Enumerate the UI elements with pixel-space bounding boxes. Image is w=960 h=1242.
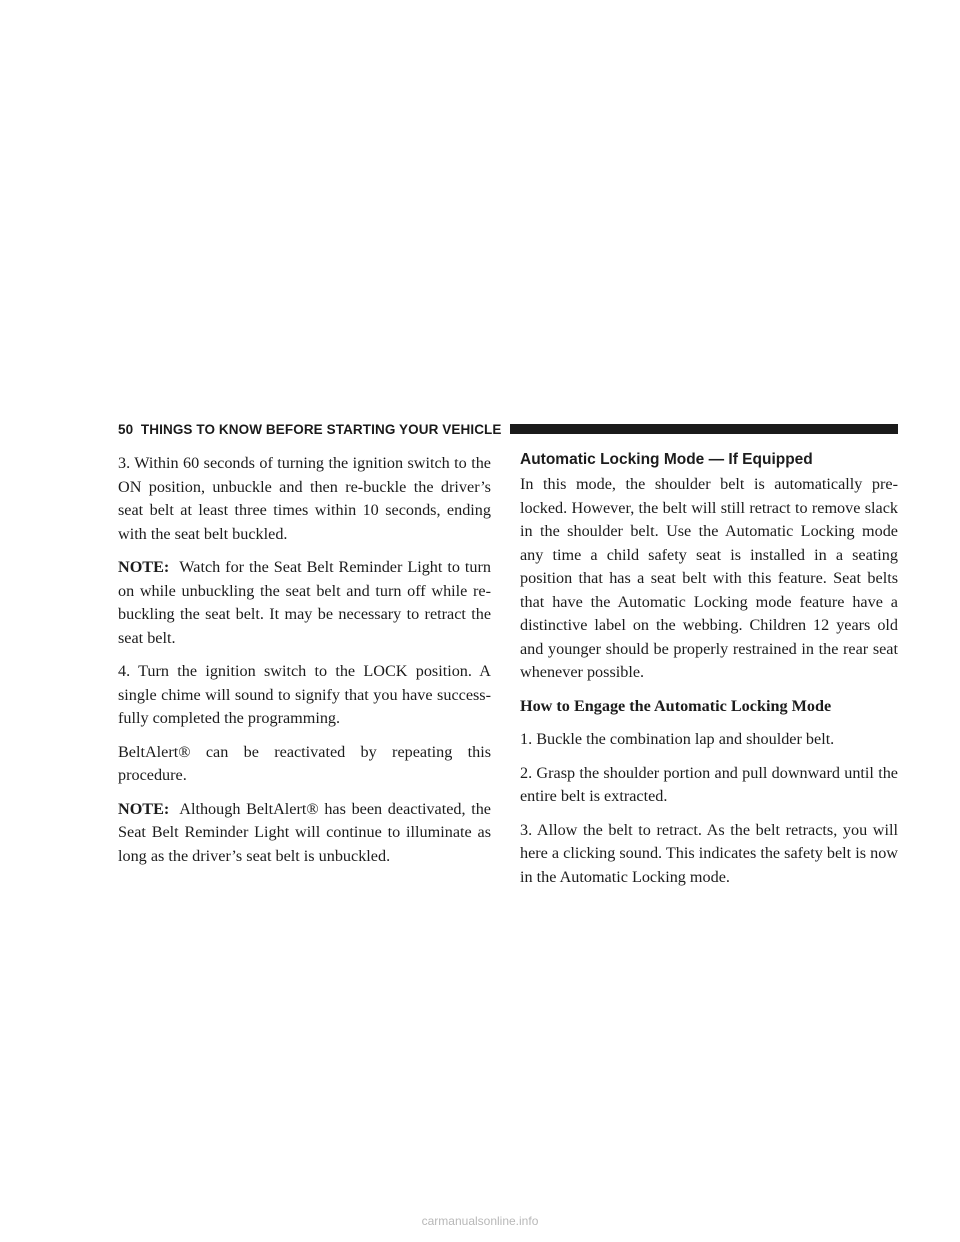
- intro-paragraph: In this mode, the shoulder belt is automatically pre-locked. However, the belt will still retract to remove slack in the shoulder belt. Use the Automatic Locking mode any time a child safety seat is installed in a seating position that has a seat belt with this feature. Seat belts that have the Automatic Locking mode feature have a distinctive label on the webbing. Children 12 years old and younger should be properly restrained in the rear seat whenever possible.: [520, 475, 898, 681]
- note-text: Although BeltAlert® has been deactivated, the Seat Belt Reminder Light will continue to illuminate as long as the driver’s seat belt is unbuckled.: [118, 799, 491, 865]
- subheading: How to Engage the Automatic Locking Mode: [520, 696, 832, 715]
- right-column: [520, 450, 898, 899]
- reactivate-paragraph: BeltAlert® can be reactivated by repeating this procedure.: [118, 742, 491, 784]
- step-4-paragraph: 4. Turn the ignition switch to the LOCK position. A single chime will sound to signify that you have success-fully completed the programming.: [118, 662, 491, 727]
- note-label: NOTE:: [118, 558, 170, 576]
- watermark: carmanualsonline.info: [421, 1214, 539, 1228]
- step-3-paragraph: 3. Allow the belt to retract. As the belt retracts, you will here a clicking sound. This indicates the safety belt is now in the Automatic Locking mode.: [520, 820, 898, 886]
- section-title: Automatic Locking Mode — If Equipped: [520, 451, 813, 468]
- step-2-paragraph: 2. Grasp the shoulder portion and pull downward until the entire belt is extracted.: [520, 763, 898, 805]
- left-column: [118, 452, 491, 878]
- page-number: 50: [118, 421, 134, 437]
- note-1: [118, 556, 491, 650]
- page-header-text: [118, 422, 502, 437]
- note-2: [118, 798, 491, 869]
- step-3-paragraph: 3. Within 60 seconds of turning the ignition switch to the ON position, unbuckle and then re-buckle the driver’s seat belt at least three times within 10 seconds, ending with the seat belt buckled.: [118, 454, 491, 543]
- page-header: [118, 422, 898, 436]
- note-label: NOTE:: [118, 799, 170, 818]
- step-1-paragraph: 1. Buckle the combination lap and shoulder belt.: [520, 730, 835, 748]
- chapter-title: THINGS TO KNOW BEFORE STARTING YOUR VEHICLE: [140, 421, 502, 437]
- header-rule: [510, 424, 899, 434]
- note-text: Watch for the Seat Belt Reminder Light to turn on while unbuckling the seat belt and turn off while re-buckling the seat belt. It may be necessary to retract the seat belt.: [118, 558, 491, 647]
